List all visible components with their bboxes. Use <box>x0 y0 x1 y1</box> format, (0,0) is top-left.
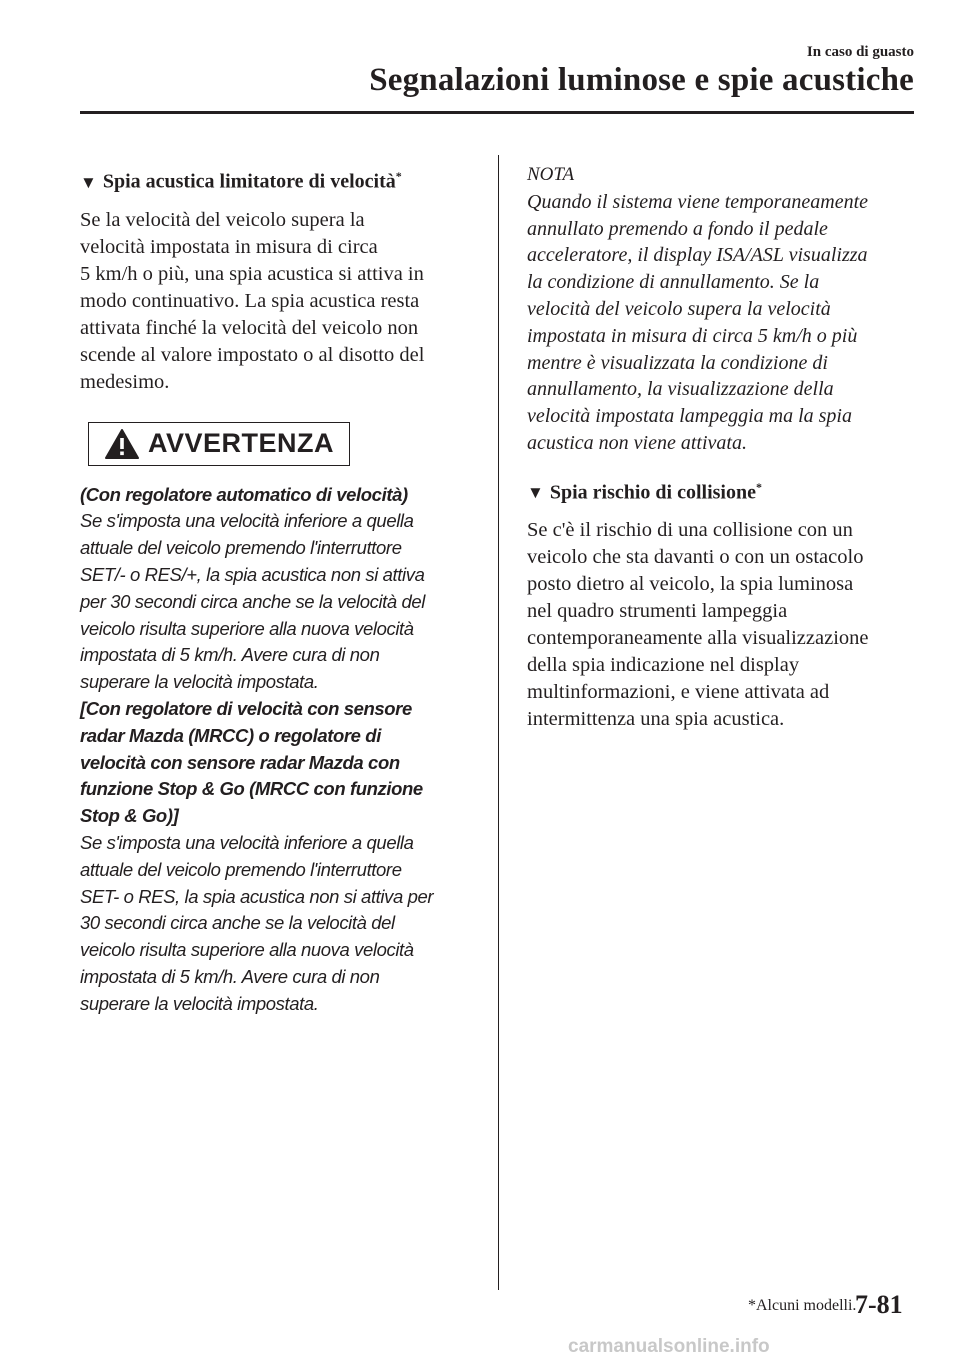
warning-line: impostata di 5 km/h. Avere cura di non <box>80 966 380 987</box>
section-heading-speed-limiter <box>80 162 475 197</box>
nota-line: annullato premendo a fondo il pedale <box>527 217 828 240</box>
body-line: intermittenza una spia acustica. <box>527 708 785 731</box>
body-line: attivata finché la velocità del veicolo non <box>80 316 419 339</box>
warning-line: [Con regolatore di velocità con sensore <box>80 698 412 720</box>
left-column <box>80 162 475 1018</box>
warning-line: SET/- o RES/+, la spia acustica non si attiva <box>80 564 425 586</box>
body-line: Se c'è il rischio di una collisione con un <box>527 519 853 542</box>
warning-line: superare la velocità impostata. <box>80 671 319 693</box>
nota-line: Quando il sistema viene temporaneamente <box>527 190 869 213</box>
body-line: veicolo che sta davanti o con un ostacolo <box>527 546 864 569</box>
section-heading-text: Spia rischio di collisione <box>549 481 756 504</box>
warning-line: SET- o RES, la spia acustica non si attiva per <box>80 885 434 907</box>
warning-label: AVVERTENZA <box>147 428 334 459</box>
warning-line: per 30 secondi circa anche se la velocità del <box>80 590 426 612</box>
body-line: Se la velocità del veicolo supera la <box>80 208 365 231</box>
nota-line: acceleratore, il display ISA/ASL visualizza <box>527 244 868 267</box>
header-chapter: In caso di guasto <box>806 44 914 60</box>
nota-label: NOTA <box>527 164 575 185</box>
nota-line: impostata in misura di circa 5 km/h o più <box>527 324 858 347</box>
section-heading-collision <box>527 473 922 508</box>
nota-line: velocità del veicolo supera la velocità <box>527 297 831 320</box>
body-line: 5 km/h o più, una spia acustica si attiva in <box>80 262 424 285</box>
section-body <box>80 207 475 396</box>
warning-line: radar Mazda (MRCC) o regolatore di <box>80 724 381 746</box>
warning-line: 30 secondi circa anche se la velocità del <box>80 912 395 934</box>
nota-line: annullamento, la visualizzazione della <box>527 378 834 401</box>
warning-line: funzione Stop & Go (MRCC con funzione <box>80 778 423 800</box>
asterisk-marker: * <box>395 169 402 183</box>
triangle-marker-icon: ▼ <box>80 172 97 192</box>
warning-line: Se s'imposta una velocità inferiore a quella <box>80 832 414 854</box>
body-line: modo continuativo. La spia acustica resta <box>80 289 420 312</box>
right-column <box>527 162 922 733</box>
section-body <box>527 517 922 733</box>
nota-line: la condizione di annullamento. Se la <box>527 271 820 294</box>
footnote: *Alcuni modelli. <box>748 1297 857 1314</box>
warning-line: veicolo risulta superiore alla nuova velocità <box>80 939 414 961</box>
body-line: posto dietro al veicolo, la spia luminosa <box>527 573 854 596</box>
watermark: carmanualsonline.info <box>568 1336 770 1357</box>
header-rule <box>80 111 914 114</box>
page-number: 7-81 <box>855 1290 903 1319</box>
warning-line: Stop & Go)] <box>80 805 179 827</box>
warning-line: attuale del veicolo premendo l'interruttore <box>80 858 402 880</box>
warning-text <box>80 482 475 1018</box>
triangle-marker-icon: ▼ <box>527 483 544 503</box>
warning-triangle-icon <box>104 428 140 460</box>
page-title: Segnalazioni luminose e spie acustiche <box>369 62 914 98</box>
column-divider <box>498 155 499 1290</box>
body-line: nel quadro strumenti lampeggia <box>527 600 788 623</box>
warning-line: impostata di 5 km/h. Avere cura di non <box>80 644 380 666</box>
body-line: contemporaneamente alla visualizzazione <box>527 627 869 650</box>
warning-line: veicolo risulta superiore alla nuova velocità <box>80 617 414 639</box>
nota-line: velocità impostata lampeggia ma la spia <box>527 405 852 428</box>
body-line: scende al valore impostato o al disotto del <box>80 343 425 366</box>
nota-text <box>527 189 922 457</box>
body-line: multinformazioni, e viene attivata ad <box>527 681 830 704</box>
warning-line: (Con regolatore automatico di velocità) <box>80 483 408 505</box>
body-line: velocità impostata in misura di circa <box>80 235 378 258</box>
nota-line: acustica non viene attivata. <box>527 431 747 454</box>
section-heading-text: Spia acustica limitatore di velocità <box>102 170 396 193</box>
body-line: della spia indicazione nel display <box>527 654 800 677</box>
warning-line: velocità con sensore radar Mazda con <box>80 751 400 773</box>
body-line: medesimo. <box>80 370 170 393</box>
warning-line: superare la velocità impostata. <box>80 992 319 1014</box>
asterisk-marker: * <box>755 479 762 494</box>
warning-line: Se s'imposta una velocità inferiore a quella <box>80 510 414 532</box>
warning-line: attuale del veicolo premendo l'interruttore <box>80 537 402 559</box>
warning-box <box>88 422 350 466</box>
nota-line: mentre è visualizzata la condizione di <box>527 351 828 374</box>
